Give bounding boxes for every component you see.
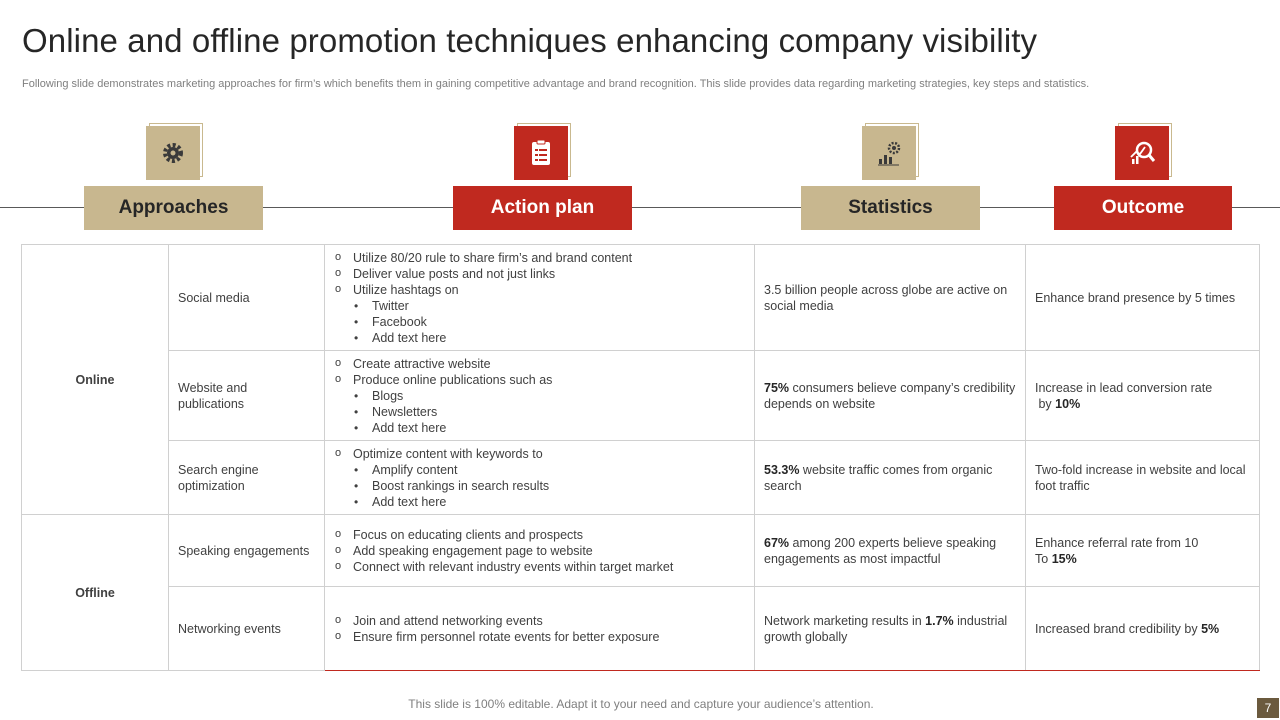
- outcome-icon-tile: [1115, 126, 1169, 180]
- outcome-highlight: 10%: [1055, 396, 1081, 411]
- stat-text: consumers believe company’s credibility depends on website: [764, 380, 1016, 411]
- action-plan-cell: [325, 245, 755, 351]
- action-subitem: • Blogs: [334, 388, 745, 404]
- page-title: Online and offline promotion techniques enhancing company visibility: [22, 22, 1038, 59]
- action-subitem: • Facebook: [334, 314, 745, 330]
- action-plan-cell: [325, 441, 755, 515]
- statistics-cell: [755, 245, 1026, 351]
- outcome-header: Outcome: [1054, 186, 1232, 230]
- stat-text: website traffic comes from organic search: [764, 462, 993, 493]
- topic-cell: Search engine optimization: [169, 441, 325, 515]
- action-plan-cell: [325, 587, 755, 671]
- topic-cell: Website and publications: [169, 351, 325, 441]
- stat-text: among 200 experts believe speaking engagements as most impactful: [764, 535, 997, 566]
- stat-highlight: 1.7%: [925, 613, 954, 628]
- table-row: [22, 245, 1260, 351]
- outcome-cell: [1026, 515, 1260, 587]
- action-item: o Create attractive website: [334, 356, 745, 372]
- statistics-cell: [755, 441, 1026, 515]
- statistics-cell: [755, 587, 1026, 671]
- growth-magnifier-icon: [1115, 126, 1169, 180]
- action-plan-cell: [325, 515, 755, 587]
- approaches-header: Approaches: [84, 186, 263, 230]
- group-offline: Offline: [22, 515, 169, 671]
- outcome-highlight: 15%: [1051, 551, 1077, 566]
- action-plan-header: Action plan: [453, 186, 632, 230]
- footer-note: This slide is 100% editable. Adapt it to your need and capture your audience’s attention.: [408, 697, 874, 711]
- outcome-cell: [1026, 245, 1260, 351]
- action-subitem: • Newsletters: [334, 404, 745, 420]
- stat-suffix: industrial growth globally: [764, 613, 1008, 644]
- action-item: o Deliver value posts and not just links: [334, 266, 745, 282]
- statistics-cell: [755, 351, 1026, 441]
- outcome-prefix: by: [1038, 396, 1056, 411]
- page-number: 7: [1257, 698, 1279, 718]
- approaches-icon-tile: [146, 126, 200, 180]
- outcome-text: Two-fold increase in website and local foot traffic: [1035, 462, 1246, 493]
- outcome-text: Enhance referral rate from 10: [1035, 535, 1199, 550]
- statistics-header: Statistics: [801, 186, 980, 230]
- outcome-highlight: 5%: [1201, 621, 1220, 636]
- action-subitem: • Twitter: [334, 298, 745, 314]
- action-item: o Join and attend networking events: [334, 613, 745, 629]
- group-online: Online: [22, 245, 169, 515]
- outcome-text: Enhance brand presence by 5 times: [1035, 290, 1236, 305]
- action-item: o Add speaking engagement page to website: [334, 543, 745, 559]
- outcome-prefix: To: [1035, 551, 1052, 566]
- stat-highlight: 67%: [764, 535, 790, 550]
- stat-highlight: 53.3%: [764, 462, 800, 477]
- page-subtitle: Following slide demonstrates marketing approaches for firm’s which benefits them in gaining competitive advantage and brand recognition. This slide provides data regarding marketing strategies, key steps and statistics.: [22, 78, 1090, 90]
- action-subitem: • Add text here: [334, 420, 745, 436]
- gear-icon: [146, 126, 200, 180]
- action-item: o Focus on educating clients and prospects: [334, 527, 745, 543]
- outcome-cell: [1026, 351, 1260, 441]
- outcome-cell: [1026, 587, 1260, 671]
- statistics-cell: [755, 515, 1026, 587]
- action-subitem: • Boost rankings in search results: [334, 478, 745, 494]
- action-plan-cell: [325, 351, 755, 441]
- statistics-icon-tile: [862, 126, 916, 180]
- topic-cell: Networking events: [169, 587, 325, 671]
- outcome-cell: [1026, 441, 1260, 515]
- outcome-text: Increase in lead conversion rate: [1035, 380, 1213, 395]
- action-item: o Produce online publications such as: [334, 372, 745, 388]
- table-row: [22, 351, 1260, 441]
- chart-gear-icon: [862, 126, 916, 180]
- action-plan-icon-tile: [514, 126, 568, 180]
- action-item: o Optimize content with keywords to: [334, 446, 745, 462]
- action-item: o Connect with relevant industry events within target market: [334, 559, 745, 575]
- action-subitem: • Add text here: [334, 330, 745, 346]
- action-subitem: • Amplify content: [334, 462, 745, 478]
- table-row: [22, 515, 1260, 587]
- table-row: [22, 587, 1260, 671]
- action-item: o Utilize 80/20 rule to share firm’s and brand content: [334, 250, 745, 266]
- promotion-techniques-table: [21, 244, 1260, 671]
- outcome-text: Increased brand credibility by: [1035, 621, 1202, 636]
- topic-cell: Speaking engagements: [169, 515, 325, 587]
- stat-highlight: 75%: [764, 380, 790, 395]
- action-item: o Ensure firm personnel rotate events for better exposure: [334, 629, 745, 645]
- clipboard-icon: [514, 126, 568, 180]
- stat-text: Network marketing results in: [764, 613, 926, 628]
- stat-text: 3.5 billion people across globe are active on social media: [764, 282, 1008, 313]
- table-row: [22, 441, 1260, 515]
- action-subitem: • Add text here: [334, 494, 745, 510]
- action-item: o Utilize hashtags on: [334, 282, 745, 298]
- topic-cell: Social media: [169, 245, 325, 351]
